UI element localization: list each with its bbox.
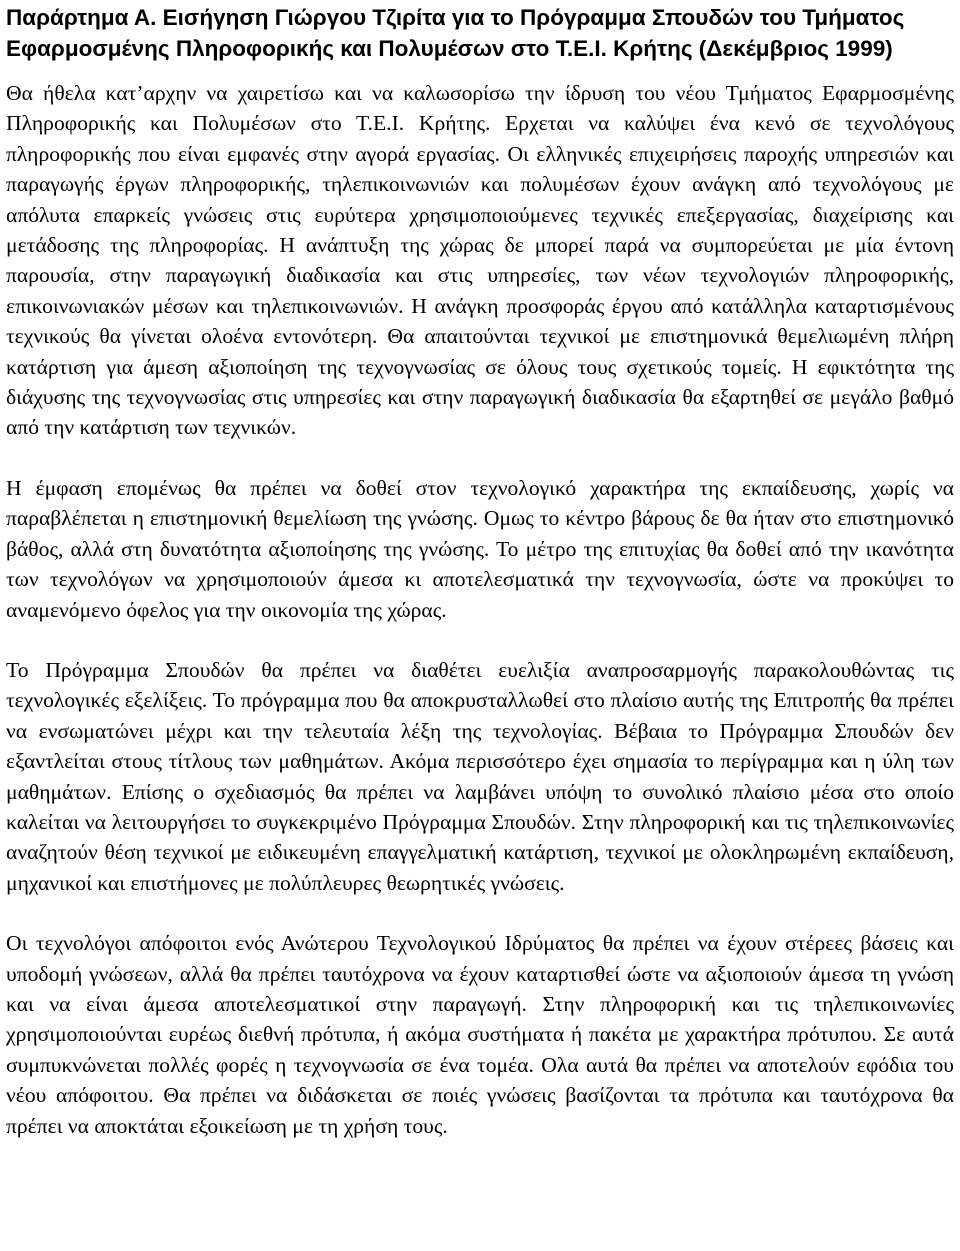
paragraph-emphasis: Η έμφαση επομένως θα πρέπει να δοθεί στον τεχνολογικό χαρακτήρα της εκπαίδευσης, χωρίς να παραβλέπεται η επιστημονική θεμελίωση της γνώσης. Ομως το κέντρο βάρους δε θα ήταν στο επιστημονικό βάθος, αλλά στη δυνατότητα αξιοποίησης της γνώσης. Το μέτρο της επιτυχίας θα δοθεί από την ικανότητα των τεχνολόγων να χρησιμοποιούν άμεσα κι αποτελεσματικά την τεχνογνωσία, ώστε να προκύψει το αναμενόμενο όφελος για την οικονομία της χώρας. bbox=[6, 475, 954, 622]
paragraph-curriculum: Το Πρόγραμμα Σπουδών θα πρέπει να διαθέτει ευελιξία αναπροσαρμογής παρακολουθώντας τις τεχνολογικές εξελίξεις. Το πρόγραμμα που θα αποκρυσταλλωθεί στο πλαίσιο αυτής της Επιτροπής θα πρέπει να ενσωματώνει μέχρι και την τελευταία λέξη της τεχνολογίας. Βέβαια το Πρόγραμμα Σπουδών δεν εξαντλείται στους τίτλους των μαθημάτων. Ακόμα περισσότερο έχει σημασία το περίγραμμα και η ύλη των μαθημάτων. Επίσης ο σχεδιασμός θα πρέπει να λαμβάνει υπόψη το συνολικό πλαίσιο μέσα στο οποίο καλείται να λειτουργήσει το συγκεκριμένο Πρόγραμμα Σπουδών. Στην πληροφορική και τις τηλεπικοινωνίες αναζητούν θέση τεχνικοί με ειδικευμένη επαγγελματική κατάρτιση, τεχνικοί με ολοκληρωμένη εκπαίδευση, μηχανικοί και επιστήμονες με πολύπλευρες θεωρητικές γνώσεις. bbox=[6, 657, 954, 895]
paragraph-intro: Θα ήθελα κατ’αρχην να χαιρετίσω και να καλωσορίσω την ίδρυση του νέου Τμήματος Εφαρμοσμένης Πληροφορικής και Πολυμέσων στο Τ.Ε.Ι. Κρήτης. Ερχεται να καλύψει ένα κενό σε τεχνολόγους πληροφορικής που είναι εμφανές στην αγορά εργασίας. Οι ελληνικές επιχειρήσεις παροχής υπηρεσιών και παραγωγής έργων πληροφορικής, τηλεπικοινωνιών και πολυμέσων έχουν ανάγκη από τεχνολόγους με απόλυτα επαρκείς γνώσεις στις ευρύτερα χρησιμοποιούμενες τεχνικές επεξεργασίας, διαχείρισης και μετάδοσης της πληροφορίας. Η ανάπτυξη της χώρας δε μπορεί παρά να συμπορεύεται με μία έντονη παρουσία, στην παραγωγική διαδικασία και στις υπηρεσίες, των νέων τεχνολογιών πληροφορικής, επικοινωνιακών μέσων και τηλεπικοινωνιών. Η ανάγκη προσφοράς έργου από κατάλληλα καταρτισμένους τεχνικούς θα γίνεται ολοένα εντονότερη. Θα απαιτούνται τεχνικοί με επιστημονικά θεμελιωμένη πλήρη κατάρτιση για άμεση αξιοποίηση της τεχνογνωσίας σε όλους τους σχετικούς τομείς. Η εφικτότητα της διάχυσης της τεχνογνωσίας στις υπηρεσίες και στην παραγωγική διαδικασία θα εξαρτηθεί σε μεγάλο βαθμό από την κατάρτιση των τεχνικών. bbox=[6, 81, 954, 440]
paragraph-graduates: Οι τεχνολόγοι απόφοιτοι ενός Ανώτερου Τεχνολογικού Ιδρύματος θα πρέπει να έχουν στέρεες βάσεις και υποδομή γνώσεων, αλλά θα πρέπει ταυτόχρονα να έχουν καταρτισθεί ώστε να αξιοποιούν άμεσα τη γνώση και να είναι άμεσα αποτελεσματικοί στην παραγωγή. Στην πληροφορική και τις τηλεπικοινωνίες χρησιμοποιούνται ευρέως διεθνή πρότυπα, ή ακόμα συστήματα ή πακέτα με χαρακτήρα πρότυπου. Σε αυτά συμπυκνώνεται πολλές φορές η τεχνογνωσία σε ένα τομέα. Ολα αυτά θα πρέπει να αποτελούν εφόδια του νέου απόφοιτου. Θα πρέπει να διδάσκεται σε ποιές γνώσεις βασίζονται τα πρότυπα και ταυτόχρονα θα πρέπει να αποκτάται εξοικείωση με τη χρήση τους. bbox=[6, 931, 954, 1138]
document-title: Παράρτημα Α. Εισήγηση Γιώργου Τζιρίτα για το Πρόγραμμα Σπουδών του Τμήματος Εφαρμοσμένης Πληροφορικής και Πολυμέσων στο Τ.Ε.Ι. Κρήτης (Δεκέμβριος 1999) bbox=[6, 5, 905, 61]
